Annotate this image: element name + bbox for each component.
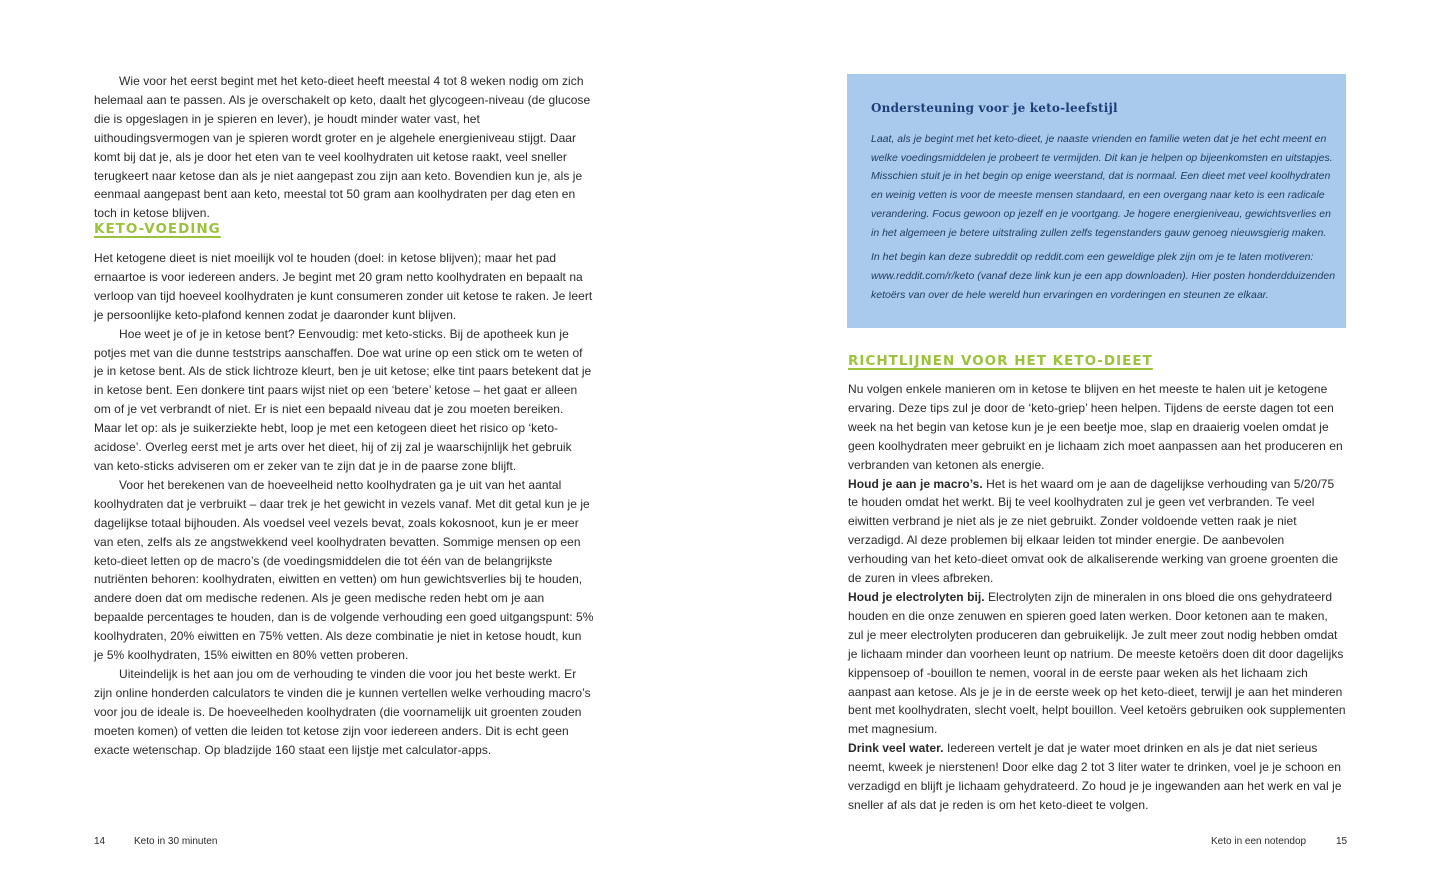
intro-paragraph: Wie voor het eerst begint met het keto-dieet heeft meestal 4 tot 8 weken nodig om zich helemaal aan te passen. Als je overschakelt op keto, daalt het glycogeen-niveau (de glucose die is opgeslagen in je spieren en lever), je houdt minder water vast, het uithoudingsvermogen van je spieren wordt groter en je algehele energieniveau stijgt. Daar komt bij dat je, als je door het eten van te veel koolhydraten uit ketose raakt, veel sneller terugkeert naar ketose dan als je niet aangepast zou zijn aan keto. Bovendien kun je, als je eenmaal aangepast bent aan keto, meestal tot 50 gram aan koolhydraten per dag eten en toch in ketose blijven. <box>94 74 591 221</box>
running-title-right: Keto in een notendop <box>1211 836 1307 847</box>
tip-paragraph <box>848 475 1346 588</box>
richtlijnen-intro: Nu volgen enkele manieren om in ketose te blijven en het meeste te halen uit je ketogene ervaring. Deze tips zul je door de ‘keto-griep’ heen helpen. Tijdens de eerste dagen tot een week na het begin van ketose kun je je een beetje moe, slap en draaierig voelen omdat je geen koolhydraten meer gebruikt en je lichaam zich moet aanpassen aan het produceren en verbranden van ketonen als energie. <box>848 382 1343 472</box>
tip-lead: Houd je electrolyten bij. <box>848 589 985 604</box>
body-paragraph: Hoe weet je of je in ketose bent? Eenvoudig: met keto-sticks. Bij de apotheek kun je potjes met van die dunne teststrips aanschaffen. Doe wat urine op een stick om te weten of je in ketose bent. Als de stick lichtroze kleurt, ben je uit ketose; elke tint paars betekent dat je in ketose bent. Een donkere tint paars wijst niet op een ‘betere’ ketose – het gaat er alleen om of je vet verbrandt of niet. Er is niet een bepaald niveau dat je zou moeten bereiken. Maar let op: als je suikerziekte hebt, loop je met een ketogeen dieet het risico op ‘keto-acidose’. Overleg eerst met je arts over het dieet, hij of zij zal je waarschijnlijk het gebruik van keto-sticks adviseren om er zeker van te zijn dat je in de paarse zone blijft. <box>94 326 592 473</box>
body-paragraph: Voor het berekenen van de hoeveelheid netto koolhydraten ga je uit van het aantal koolhydraten dat je verbruikt – daar trek je het gewicht in vezels vanaf. Met dit getal kun je je dagelijkse totaal bijhouden. Als voedsel veel vezels bevat, zoals kokosnoot, kun je er meer van eten, zelfs als ze angstwekkend veel koolhydraten bevatten. Sommige mensen op een keto-dieet letten op de macro’s (de voedingsmiddelen die tot één van de belangrijkste nutriënten behoren: koolhydraten, eiwitten en vetten) om hun gewichtsverlies bij te houden, andere doen dat om medische redenen. Als je geen medische reden hebt om je aan bepaalde percentages te houden, dan is de volgende verhouding een goed uitgangspunt: 5% koolhydraten, 20% eiwitten en 75% vetten. Als deze combinatie je niet in ketose houdt, kun je 5% koolhydraten, 15% eiwitten en 80% vetten proberen. <box>94 477 594 663</box>
intro-text <box>94 72 594 223</box>
tip-text: Electrolyten zijn de mineralen in ons bloed die ons gehydrateerd houden en die onze zenuwen en spieren goed laten werken. Door ketonen aan te maken, zul je meer electrolyten produceren dan gebruikelijk. Je zult meer zout nodig hebben omdat je lichaam minder dan voorheen leunt op natrium. De meeste ketoërs doen dit door dagelijks kippensoep of -bouillon te nemen, vooral in de eerste paar weken als het lichaam zich aanpast aan ketose. Als je je in de eerste week op het keto-dieet, terwijl je aan het minderen bent met koolhydraten, slecht voelt, helpt bouillon. Veel ketoërs gebruiken ook supplementen met magnesium. <box>848 589 1346 737</box>
sidebar-title: Ondersteuning voor je keto-leefstijl <box>871 101 1118 115</box>
tip-text: Iedereen vertelt je dat je water moet drinken en als je dat niet serieus neemt, kweek je nierstenen! Door elke dag 2 tot 3 liter water te drinken, voel je je schoon en verzadigd en blijft je lichaam gehydrateerd. Zo houd je je ingewanden aan het werk en val je sneller af als dat je reden is om het keto-dieet te volgen. <box>848 741 1342 812</box>
page-number-right: 15 <box>1336 836 1348 847</box>
sidebar-paragraph: In het begin kan deze subreddit op reddit.com een geweldige plek zijn om je te laten motiveren: www.reddit.com/r/keto (vanaf deze link kun je een app downloaden). Hier posten honderdduizenden ketoërs van over de hele wereld hun ervaringen en vorderingen en steunen ze elkaar. <box>871 251 1336 301</box>
body-paragraph: Het ketogene dieet is niet moeilijk vol te houden (doel: in ketose blijven); maar het pad ernaartoe is voor iedereen anders. Je begint met 20 gram netto koolhydraten en bepaalt na verloop van tijd hoeveel koolhydraten je kunt consumeren zonder uit ketose te raken. Je leert je persoonlijke keto-plafond kennen zodat je daaronder kunt blijven. <box>94 251 593 322</box>
keto-voeding-body <box>94 249 594 759</box>
richtlijnen-body <box>848 380 1346 815</box>
sidebar-paragraph: Laat, als je begint met het keto-dieet, je naaste vrienden en familie weten dat je het echt meent en welke voedingsmiddelen je probeert te vermijden. Dit kan je helpen op bijeenkomsten en uitstapjes. Misschien stuit je in het begin op enige weerstand, dat is normaal. Een dieet met veel koolhydraten en weinig vetten is voor de meeste mensen standaard, en een overgang naar keto is een radicale verandering. Focus gewoon op jezelf en je voortgang. Je hogere energieniveau, gewichtsverlies en in het algemeen je betere uitstraling zullen zelfs tegenstanders gauw genoeg nieuwsgierig maken. <box>871 133 1333 239</box>
sidebar-box <box>847 74 1346 328</box>
tip-lead: Drink veel water. <box>848 741 944 756</box>
section-heading-keto-voeding: KETO-VOEDING <box>94 221 221 237</box>
tip-text: Het is het waard om je aan de dagelijkse verhouding van 5/20/75 te houden omdat het werkt. Bij te veel koolhydraten zul je geen vet verbranden. Te veel eiwitten verbrand je niet als je ze niet gebruikt. Zonder voldoende vetten raak je niet verzadigd. Al deze problemen bij elkaar leiden tot minder energie. De aanbevolen verhouding van het keto-dieet omvat ook de alkaliserende werking van groene groenten die de zuren in vlees afbreken. <box>848 476 1339 586</box>
tip-paragraph <box>848 588 1346 739</box>
tip-paragraph <box>848 739 1346 815</box>
running-title-left: Keto in 30 minuten <box>134 836 218 847</box>
page-number-left: 14 <box>94 836 106 847</box>
sidebar-body <box>871 130 1341 304</box>
body-paragraph: Uiteindelijk is het aan jou om de verhouding te vinden die voor jou het beste werkt. Er zijn online honderden calculators te vinden die je kunnen vertellen welke verhouding macro’s voor jou de ideale is. De hoeveelheden koolhydraten (die voornamelijk uit groenten zouden moeten komen) of vetten die leiden tot ketose zijn voor iedereen anders. Dit is echt geen exacte wetenschap. Op bladzijde 160 staat een lijstje met calculator-apps. <box>94 666 591 757</box>
right-page <box>720 0 1440 887</box>
tip-lead: Houd je aan je macro’s. <box>848 476 983 491</box>
section-heading-richtlijnen: RICHTLIJNEN VOOR HET KETO-DIEET <box>848 353 1153 369</box>
